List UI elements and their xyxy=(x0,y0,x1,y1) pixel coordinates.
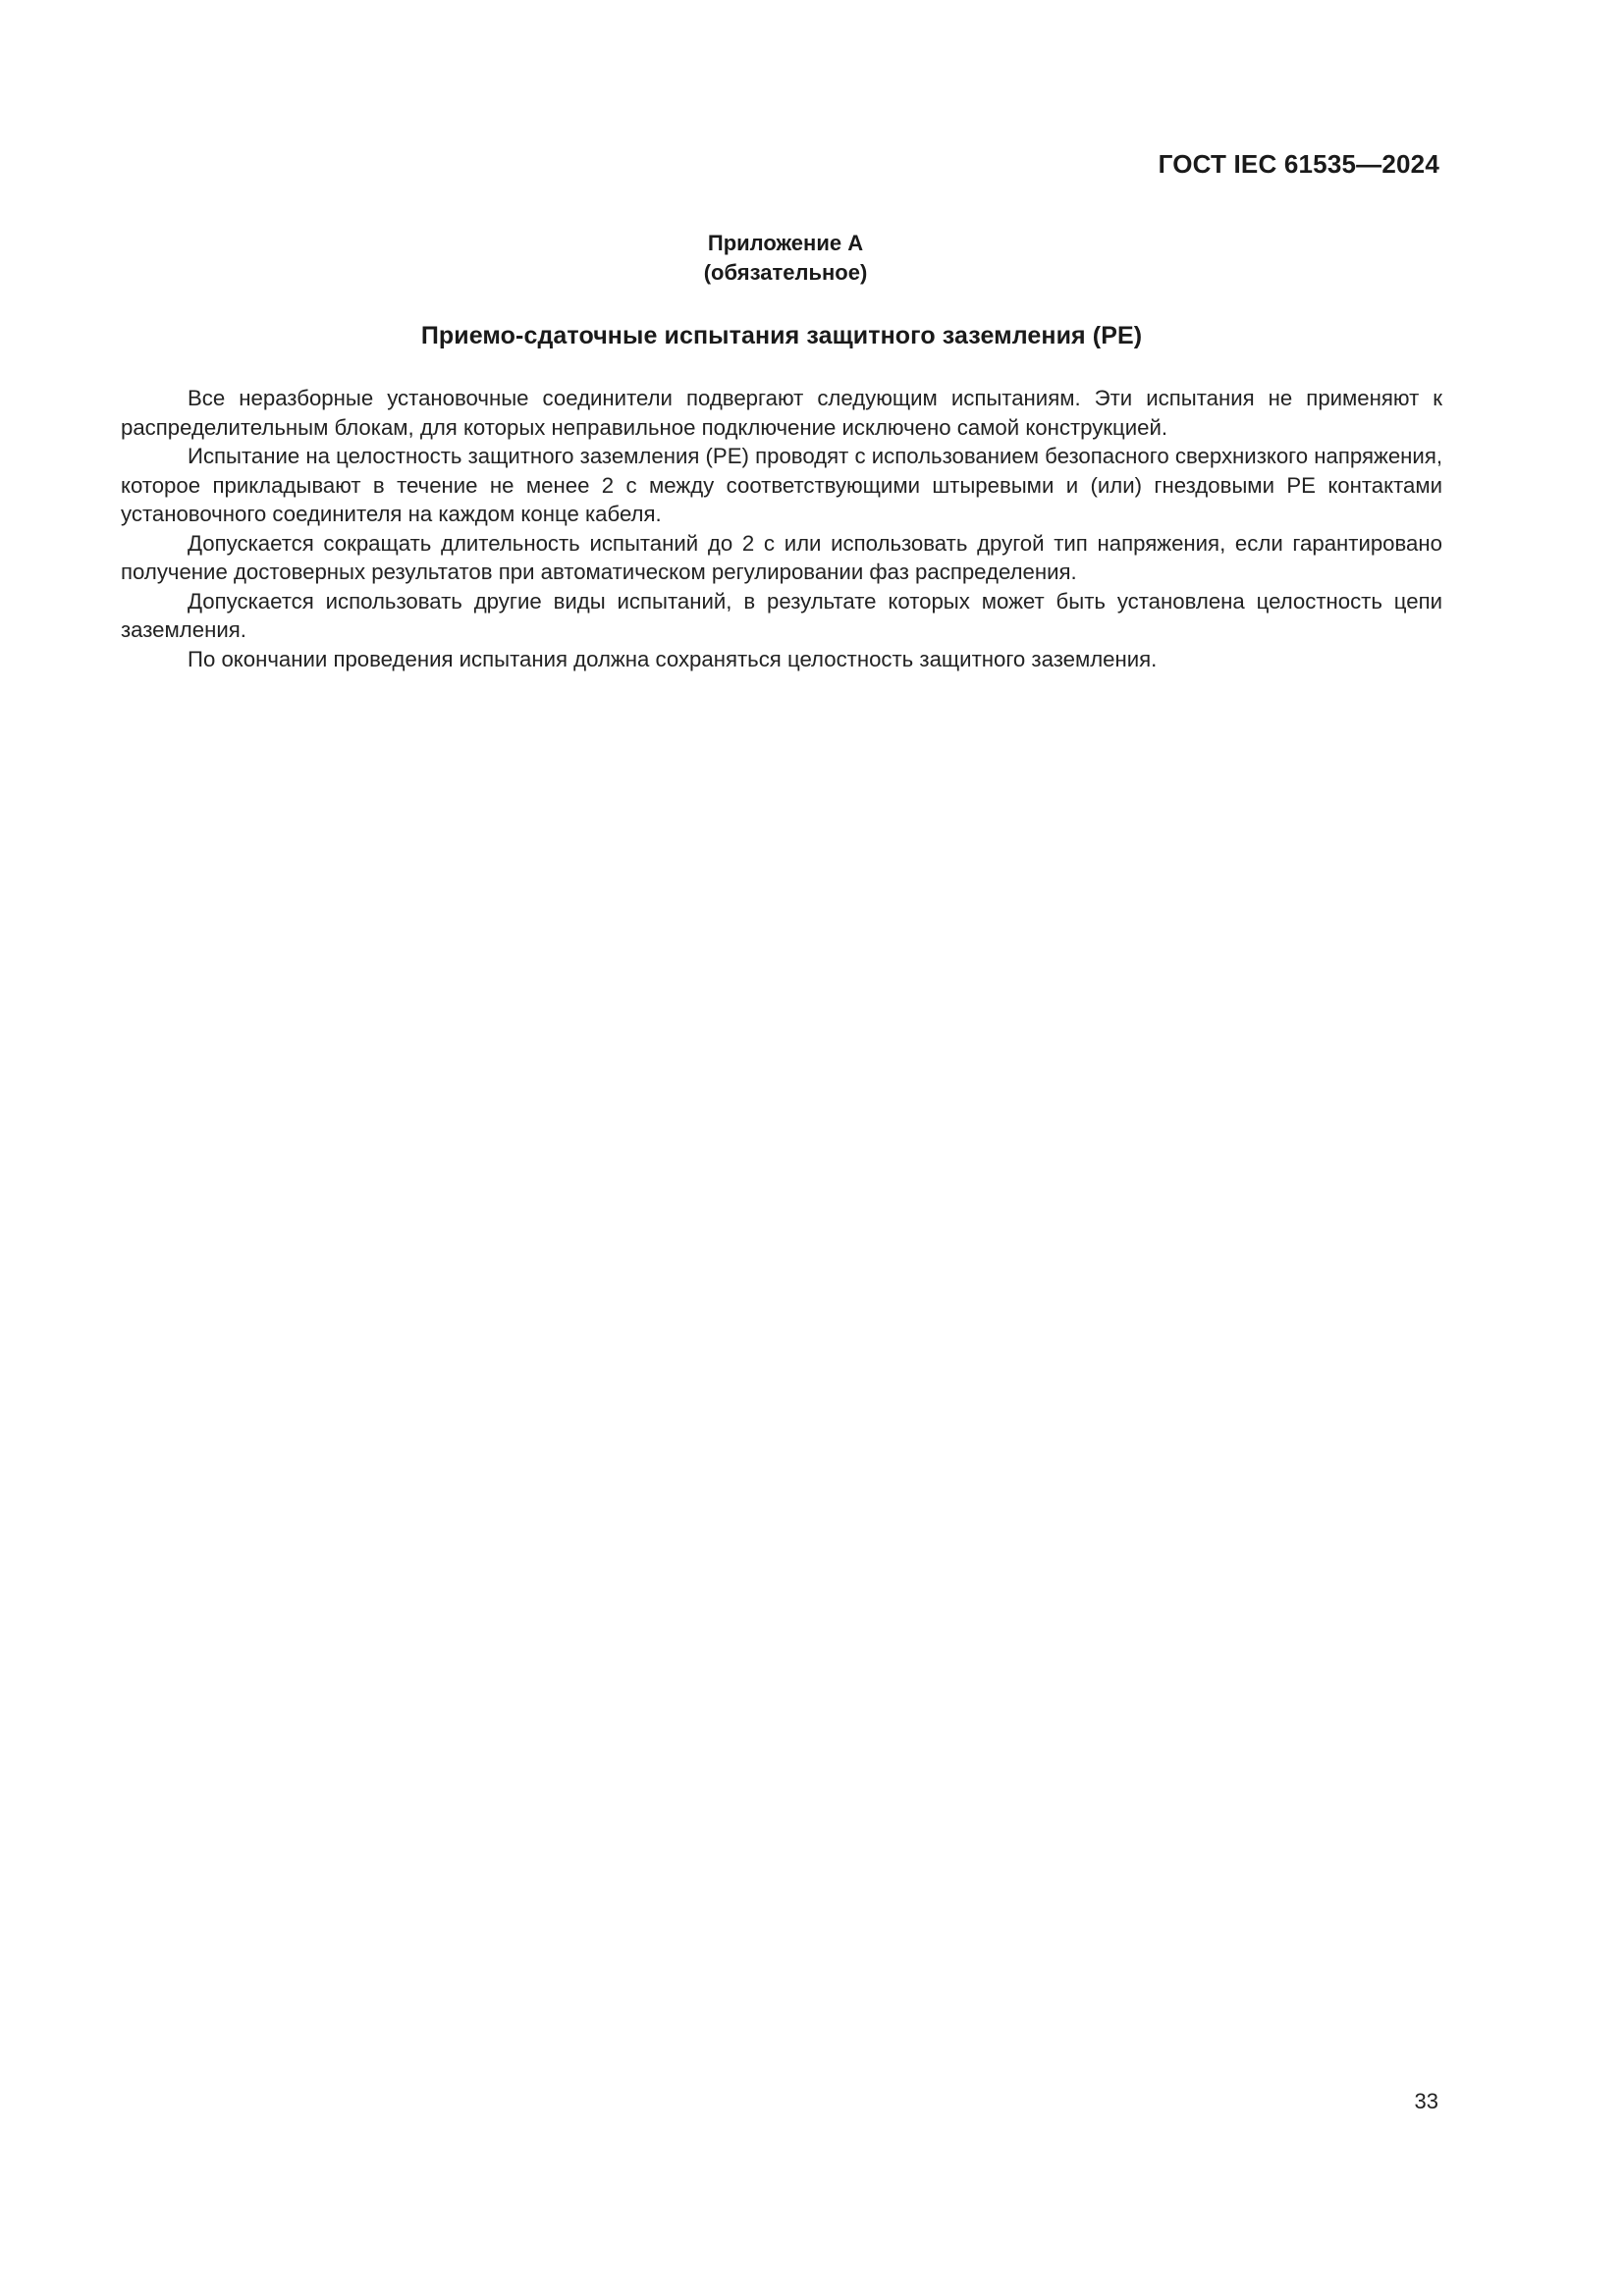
paragraph: Допускается использовать другие виды испытаний, в результате которых может быть установлена целостность цепи заземления. xyxy=(121,588,1442,642)
standard-id: ГОСТ IEC 61535—2024 xyxy=(1158,149,1439,179)
annex-heading xyxy=(0,229,1571,288)
annex-title: Приложение А xyxy=(707,231,864,255)
page-number: 33 xyxy=(1414,2089,1438,2113)
body-text xyxy=(121,384,1442,673)
paragraph: Допускается сокращать длительность испытаний до 2 с или использовать другой тип напряжения, если гарантировано получение достоверных результатов при автоматическом регулировании фаз распределения. xyxy=(121,530,1442,584)
paragraph: Испытание на целостность защитного заземления (РЕ) проводят с использованием безопасного сверхнизкого напряжения, которое прикладывают в течение не менее 2 с между соответствующими штыревыми и (или) гнездовыми РЕ контактами установочного соединителя на каждом конце кабеля. xyxy=(121,444,1442,526)
paragraph: По окончании проведения испытания должна сохраняться целостность защитного заземления. xyxy=(188,646,1158,671)
paragraph: Все неразборные установочные соединители подвергают следующим испытаниям. Эти испытания не применяют к распределительным блокам, для которых неправильное подключение исключено самой конструкцией. xyxy=(121,386,1442,440)
section-title: Приемо-сдаточные испытания защитного заземления (РЕ) xyxy=(420,322,1143,349)
annex-status: (обязательное) xyxy=(703,260,868,285)
